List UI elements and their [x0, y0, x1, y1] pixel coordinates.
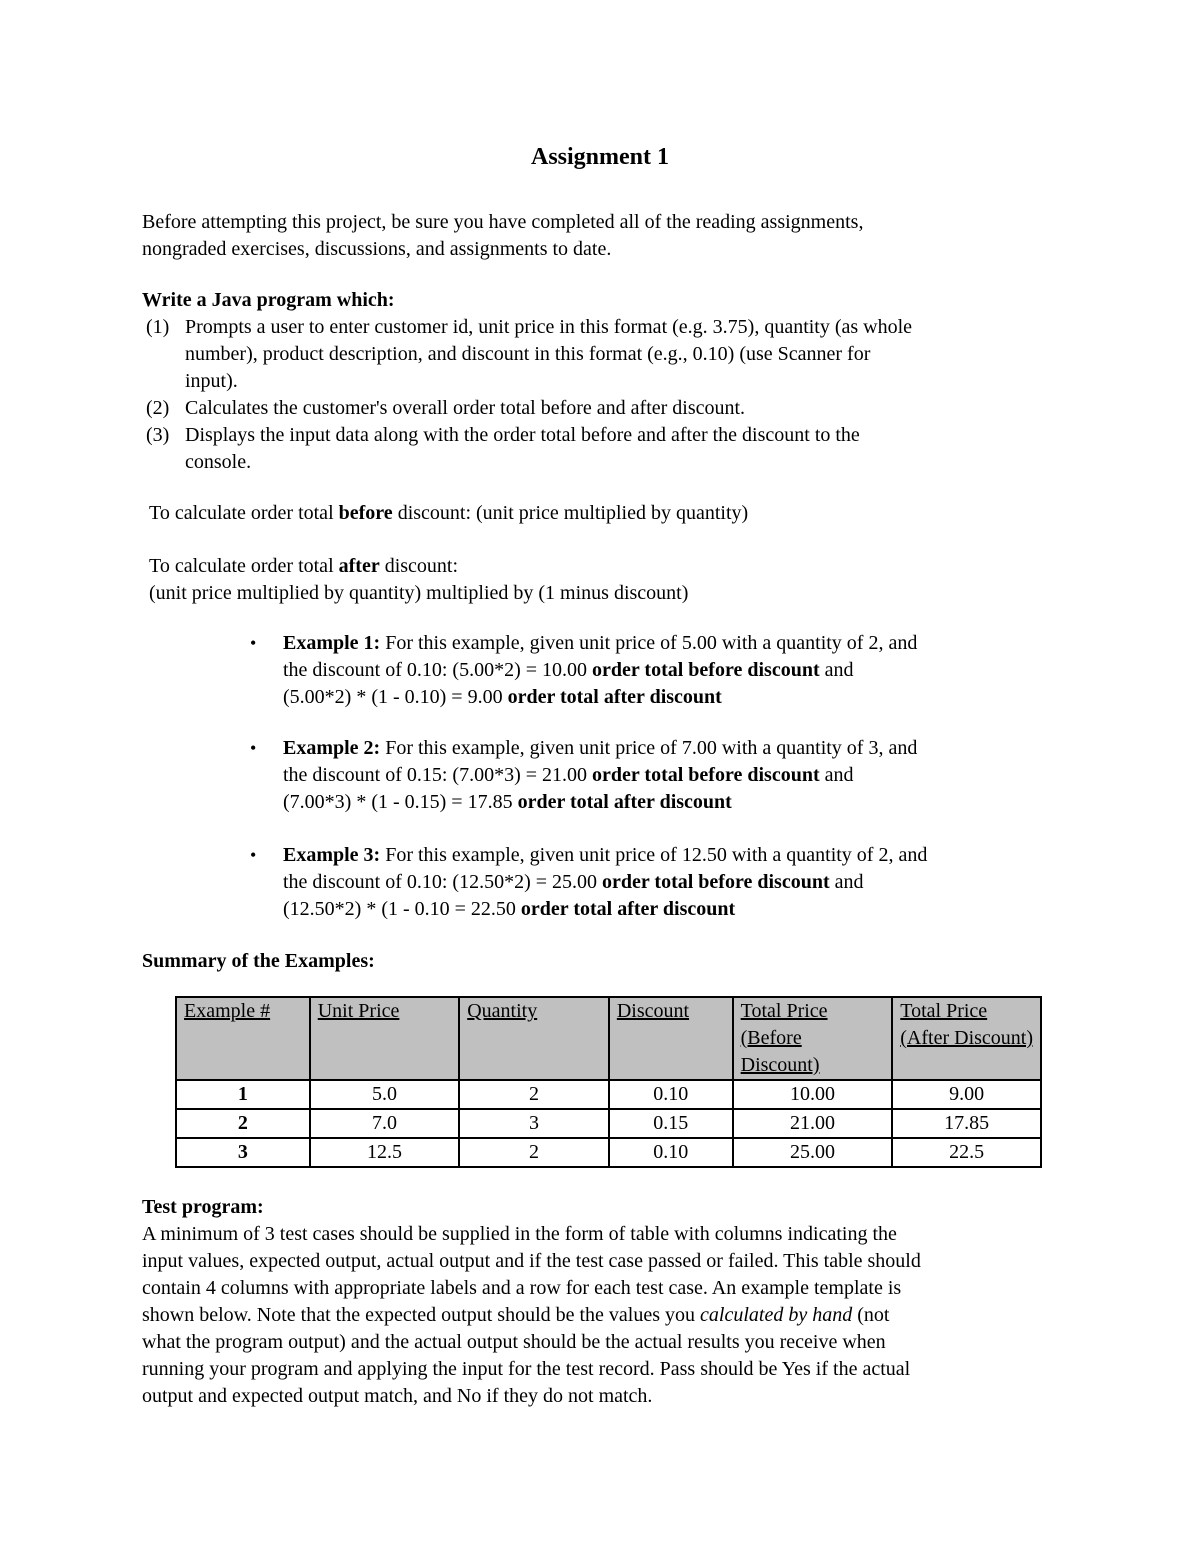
text-line [283, 869, 927, 896]
table-cell: 12.5 [310, 1138, 459, 1167]
text-run: input values, expected output, actual output and if the test case passed or failed. This table should [142, 1250, 921, 1272]
text-line [283, 842, 927, 869]
text-line [283, 896, 927, 923]
text-line [185, 314, 912, 341]
text-line [185, 422, 860, 449]
bold-text: Example 3: [283, 844, 381, 866]
text-line [149, 500, 748, 527]
text-run: and [819, 659, 854, 681]
list-number: (1) [146, 316, 170, 338]
bold-text: order total after discount [517, 791, 732, 813]
text-line [149, 580, 688, 607]
table-cell: 2 [459, 1138, 609, 1167]
text-run: console. [185, 451, 252, 473]
text-run: and [819, 764, 854, 786]
text-line [283, 789, 917, 816]
table-cell: 22.5 [892, 1138, 1041, 1167]
text-run: running your program and applying the input for the test record. Pass should be Yes if the actual [142, 1358, 911, 1380]
summary-table [175, 996, 1042, 1168]
column-header-label: Discount [616, 1000, 690, 1022]
column-header [310, 997, 459, 1080]
text-run: For this example, given unit price of 7.00 with a quantity of 3, and [380, 737, 918, 759]
table-cell: 25.00 [733, 1138, 893, 1167]
text-run: Displays the input data along with the order total before and after the discount to the [185, 424, 860, 446]
column-header [892, 997, 1041, 1080]
text-line [142, 948, 375, 975]
document-title: Assignment 1 [530, 144, 669, 170]
text-run: Prompts a user to enter customer id, unit price in this format (e.g. 3.75), quantity (as whole [185, 316, 913, 338]
bold-text: after [338, 555, 380, 577]
text-run: the discount of 0.10: (5.00*2) = 10.00 [283, 659, 593, 681]
text-line [142, 209, 863, 236]
text-run: what the program output) and the actual output should be the actual results you receive when [142, 1331, 886, 1353]
column-header-label: Unit Price [317, 1000, 400, 1022]
bold-text: order total before discount [592, 659, 820, 681]
text-line [185, 341, 912, 368]
text-line [142, 236, 863, 263]
text-run: (not [852, 1304, 890, 1326]
text-line [142, 1302, 921, 1329]
text-run: discount: (unit price multiplied by quantity) [392, 502, 749, 524]
column-header-label: Example # [184, 1000, 271, 1022]
text-line [142, 1329, 921, 1356]
text-line [283, 735, 917, 762]
table-cell: 0.10 [609, 1138, 733, 1167]
test-program-paragraph [142, 1221, 921, 1410]
text-run: contain 4 columns with appropriate labels and a row for each test case. An example template is [142, 1277, 902, 1299]
text-run: A minimum of 3 test cases should be supplied in the form of table with columns indicating the [142, 1223, 897, 1245]
list-text [185, 314, 912, 395]
text-run: To calculate order total [149, 555, 339, 577]
example-1 [250, 630, 918, 711]
text-run: (unit price multiplied by quantity) multiplied by (1 minus discount) [149, 582, 689, 604]
bold-text: order total before discount [592, 764, 820, 786]
table-row [176, 1138, 1041, 1167]
summary-heading [142, 948, 375, 975]
text-run: For this example, given unit price of 5.00 with a quantity of 2, and [380, 632, 918, 654]
text-run: output and expected output match, and No if they do not match. [142, 1385, 653, 1407]
table-cell: 7.0 [310, 1109, 459, 1138]
text-line [185, 449, 860, 476]
text-line [142, 1383, 921, 1410]
table-cell: 2 [176, 1109, 310, 1138]
table-cell: 3 [176, 1138, 310, 1167]
example-3 [250, 842, 928, 923]
column-header-label: Total Price (After Discount) [900, 1000, 1033, 1049]
column-header [733, 997, 893, 1080]
bold-text: order total before discount [602, 871, 830, 893]
table-cell: 0.10 [609, 1080, 733, 1109]
table-cell: 5.0 [310, 1080, 459, 1109]
list-text [185, 395, 745, 422]
column-header [176, 997, 310, 1080]
program-heading [142, 287, 395, 314]
text-run: (7.00*3) * (1 - 0.15) = 17.85 [283, 791, 518, 813]
text-run: For this example, given unit price of 12.50 with a quantity of 2, and [380, 844, 928, 866]
list-number: (3) [146, 424, 170, 446]
bold-text: Example 1: [283, 632, 381, 654]
text-run: Calculates the customer's overall order total before and after discount. [185, 397, 746, 419]
table-cell: 9.00 [892, 1080, 1041, 1109]
bold-text: before [338, 502, 393, 524]
table-cell: 17.85 [892, 1109, 1041, 1138]
column-header-label: Quantity [467, 1000, 538, 1022]
bullet-icon: • [250, 845, 257, 865]
text-run: shown below. Note that the expected output should be the values you [142, 1304, 701, 1326]
table-cell: 3 [459, 1109, 609, 1138]
text-line [142, 1356, 921, 1383]
bold-text: order total after discount [520, 898, 736, 920]
text-run: the discount of 0.10: (12.50*2) = 25.00 [283, 871, 603, 893]
table-cell: 1 [176, 1080, 310, 1109]
text-line [142, 1275, 921, 1302]
text-line [142, 287, 395, 314]
text-run: (5.00*2) * (1 - 0.10) = 9.00 [283, 686, 508, 708]
bold-text: Example 2: [283, 737, 381, 759]
column-header [609, 997, 733, 1080]
list-text [185, 422, 860, 476]
text-line [142, 1221, 921, 1248]
table-cell: 10.00 [733, 1080, 893, 1109]
text-line [149, 553, 688, 580]
table-cell: 21.00 [733, 1109, 893, 1138]
table-header-row [176, 997, 1041, 1080]
example-text [283, 842, 927, 923]
before-discount-formula [149, 500, 748, 527]
text-run: the discount of 0.15: (7.00*3) = 21.00 [283, 764, 593, 786]
text-run: To calculate order total [149, 502, 339, 524]
text-run: number), product description, and discount in this format (e.g., 0.10) (use Scanner for [185, 343, 871, 365]
bullet-icon: • [250, 738, 257, 758]
text-run: Before attempting this project, be sure you have completed all of the reading assignments, [142, 211, 864, 233]
example-2 [250, 735, 918, 816]
list-number: (2) [146, 397, 170, 419]
text-run: discount: [379, 555, 459, 577]
table-cell: 0.15 [609, 1109, 733, 1138]
table-row [176, 1080, 1041, 1109]
bold-text: Summary of the Examples: [142, 950, 375, 972]
bold-text: order total after discount [507, 686, 722, 708]
text-line [283, 762, 917, 789]
bold-text: Test program: [142, 1196, 264, 1218]
text-line [283, 657, 917, 684]
text-run: nongraded exercises, discussions, and assignments to date. [142, 238, 612, 260]
table-row [176, 1109, 1041, 1138]
bold-text: Write a Java program which: [142, 289, 395, 311]
example-text [283, 630, 917, 711]
text-line [283, 684, 917, 711]
column-header-label: Total Price (Before Discount) [740, 1000, 828, 1076]
column-header [459, 997, 609, 1080]
text-run: (12.50*2) * (1 - 0.10 = 22.50 [283, 898, 521, 920]
intro-paragraph [142, 209, 863, 263]
text-line [283, 630, 917, 657]
bullet-icon: • [250, 633, 257, 653]
table-body [176, 1080, 1041, 1167]
italic-text: calculated by hand [700, 1304, 853, 1326]
test-program-heading [142, 1194, 264, 1221]
text-line [185, 395, 745, 422]
text-run: input). [185, 370, 238, 392]
table-cell: 2 [459, 1080, 609, 1109]
text-line [142, 1248, 921, 1275]
after-discount-formula [149, 553, 688, 607]
text-run: and [829, 871, 864, 893]
example-text [283, 735, 917, 816]
text-line [185, 368, 912, 395]
text-line [142, 1194, 264, 1221]
